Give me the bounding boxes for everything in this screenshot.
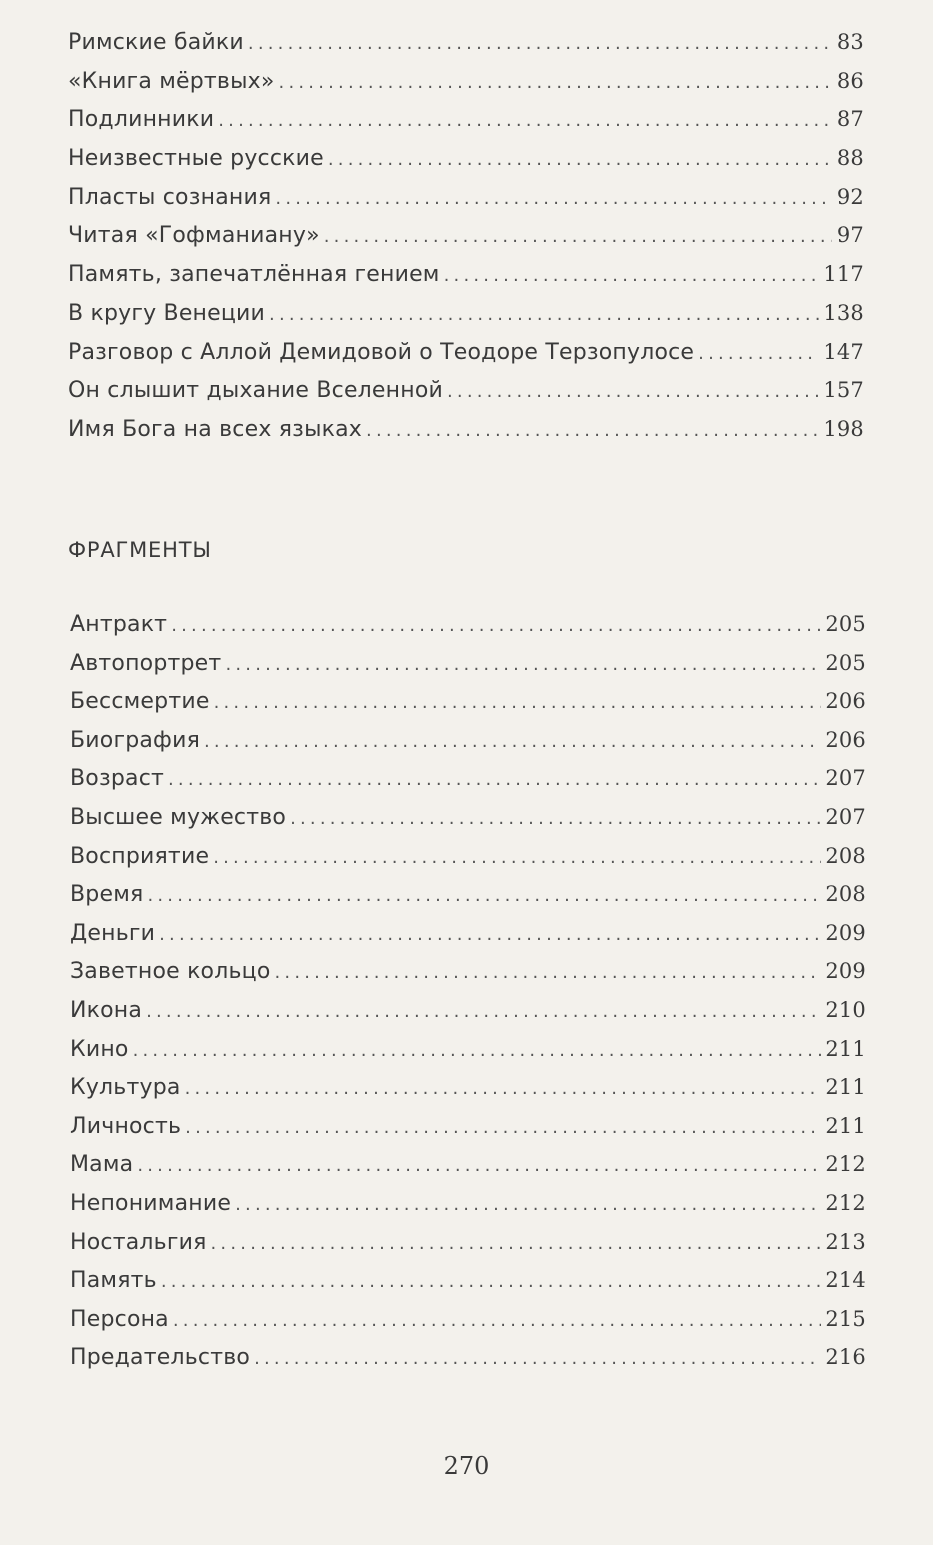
toc-dot-leader bbox=[213, 847, 821, 868]
toc-dot-leader bbox=[168, 769, 821, 790]
toc-dot-leader bbox=[137, 1155, 821, 1176]
toc-entry-page: 211 bbox=[825, 1036, 866, 1061]
toc-entry-title: Читая «Гофманиану» bbox=[68, 223, 320, 249]
toc-entry-page: 138 bbox=[823, 300, 864, 325]
toc-entry bbox=[70, 1307, 866, 1346]
toc-dot-leader bbox=[171, 615, 821, 636]
toc-entry-title: Подлинники bbox=[68, 107, 215, 133]
toc-entry-page: 205 bbox=[825, 612, 866, 636]
toc-entry-page: 209 bbox=[825, 920, 866, 945]
toc-entry-page: 212 bbox=[825, 1152, 866, 1177]
toc-entry-page: 211 bbox=[825, 1075, 866, 1100]
toc-dot-leader bbox=[290, 808, 821, 829]
toc-entry-title: Бессмертие bbox=[70, 689, 210, 715]
toc-entry bbox=[68, 417, 864, 456]
section-heading: ФРАГМЕНТЫ bbox=[68, 538, 212, 562]
toc-entry-title: Икона bbox=[70, 997, 143, 1023]
toc-entry bbox=[70, 1345, 866, 1384]
toc-entry-page: 87 bbox=[836, 107, 864, 132]
toc-entry-page: 83 bbox=[836, 30, 864, 54]
toc-entry-title: Возраст bbox=[70, 766, 165, 792]
toc-entry-page: 97 bbox=[836, 223, 864, 248]
toc-entry bbox=[70, 766, 866, 805]
toc-dot-leader bbox=[214, 692, 822, 713]
toc-entry-page: 215 bbox=[825, 1306, 866, 1331]
toc-entry-page: 206 bbox=[825, 727, 866, 752]
toc-entry-title: Непонимание bbox=[70, 1190, 232, 1216]
toc-dot-leader bbox=[275, 188, 832, 209]
toc-entry-page: 205 bbox=[825, 650, 866, 675]
toc-entry-title: Высшее мужество bbox=[70, 804, 287, 830]
toc-dot-leader bbox=[254, 1348, 821, 1369]
toc-dot-leader bbox=[173, 1310, 821, 1331]
toc-dot-leader bbox=[147, 885, 821, 906]
page-number: 270 bbox=[443, 1452, 490, 1480]
toc-entry-page: 206 bbox=[825, 689, 866, 714]
toc-fragments-list bbox=[70, 612, 866, 1384]
toc-entry-page: 207 bbox=[825, 804, 866, 829]
toc-entry-title: Автопортрет bbox=[70, 650, 222, 676]
toc-entry bbox=[70, 651, 866, 690]
toc-dot-leader bbox=[269, 304, 819, 325]
toc-entry-title: Предательство bbox=[70, 1345, 251, 1371]
toc-dot-leader bbox=[235, 1194, 821, 1215]
toc-entry-title: Антракт bbox=[70, 612, 168, 637]
toc-entry bbox=[70, 805, 866, 844]
toc-entry-title: Память bbox=[70, 1268, 157, 1294]
toc-entry-page: 157 bbox=[823, 378, 864, 403]
toc-entry-title: Кино bbox=[70, 1036, 129, 1062]
toc-dot-leader bbox=[366, 420, 819, 441]
toc-entry bbox=[68, 378, 864, 417]
toc-entry bbox=[68, 107, 864, 146]
toc-dot-leader bbox=[185, 1078, 822, 1099]
toc-entry-title: Деньги bbox=[70, 920, 156, 946]
toc-entry-title: Пласты сознания bbox=[68, 184, 272, 210]
toc-entry-title: Биография bbox=[70, 727, 200, 753]
toc-entry bbox=[70, 1037, 866, 1076]
toc-entry bbox=[68, 185, 864, 224]
toc-entry bbox=[70, 998, 866, 1037]
toc-entry-title: Персона bbox=[70, 1306, 169, 1332]
toc-entry-title: Личность bbox=[70, 1113, 182, 1139]
toc-entry-page: 209 bbox=[825, 959, 866, 984]
toc-entry-title: Римские байки bbox=[68, 30, 244, 55]
toc-entry-title: «Книга мёртвых» bbox=[68, 68, 275, 94]
toc-entry-page: 211 bbox=[825, 1113, 866, 1138]
toc-entry bbox=[70, 921, 866, 960]
toc-entry bbox=[70, 882, 866, 921]
toc-entry-page: 208 bbox=[825, 843, 866, 868]
toc-entry bbox=[68, 262, 864, 301]
toc-entry-title: Культура bbox=[70, 1075, 181, 1101]
toc-main-list bbox=[68, 30, 864, 456]
toc-entry bbox=[70, 728, 866, 767]
toc-entry-page: 214 bbox=[825, 1268, 866, 1293]
toc-dot-leader bbox=[447, 381, 819, 402]
toc-dot-leader bbox=[204, 731, 821, 752]
toc-entry-page: 216 bbox=[825, 1345, 866, 1370]
toc-dot-leader bbox=[211, 1233, 822, 1254]
toc-entry-page: 210 bbox=[825, 997, 866, 1022]
toc-entry bbox=[70, 1075, 866, 1114]
toc-entry bbox=[70, 1268, 866, 1307]
toc-entry bbox=[70, 612, 866, 651]
toc-entry-page: 117 bbox=[823, 262, 864, 287]
toc-dot-leader bbox=[146, 1001, 821, 1022]
toc-dot-leader bbox=[133, 1040, 822, 1061]
toc-entry bbox=[70, 844, 866, 883]
toc-entry-page: 198 bbox=[823, 416, 864, 441]
toc-dot-leader bbox=[218, 110, 832, 131]
toc-dot-leader bbox=[328, 149, 832, 170]
toc-dot-leader bbox=[225, 654, 821, 675]
toc-entry-page: 208 bbox=[825, 882, 866, 907]
toc-entry bbox=[70, 959, 866, 998]
toc-entry bbox=[70, 689, 866, 728]
toc-entry bbox=[70, 1152, 866, 1191]
toc-entry-page: 212 bbox=[825, 1190, 866, 1215]
toc-entry-page: 92 bbox=[836, 184, 864, 209]
toc-dot-leader bbox=[279, 72, 832, 93]
toc-entry-page: 213 bbox=[825, 1229, 866, 1254]
toc-entry bbox=[68, 340, 864, 379]
toc-entry-title: Ностальгия bbox=[70, 1229, 207, 1255]
toc-entry-title: Восприятие bbox=[70, 843, 210, 869]
toc-entry-page: 147 bbox=[823, 339, 864, 364]
toc-entry-title: Мама bbox=[70, 1152, 134, 1178]
toc-dot-leader bbox=[324, 226, 832, 247]
toc-entry-title: Время bbox=[70, 882, 144, 908]
toc-entry bbox=[68, 69, 864, 108]
toc-entry-page: 86 bbox=[836, 68, 864, 93]
toc-entry-title: Разговор с Аллой Демидовой о Теодоре Терзопулосе bbox=[68, 339, 695, 365]
toc-entry bbox=[70, 1191, 866, 1230]
toc-entry-title: Имя Бога на всех языках bbox=[68, 416, 363, 442]
toc-entry-title: Память, запечатлённая гением bbox=[68, 262, 440, 288]
toc-entry-title: Неизвестные русские bbox=[68, 146, 324, 172]
toc-entry bbox=[70, 1230, 866, 1269]
toc-entry bbox=[70, 1114, 866, 1153]
toc-entry-page: 207 bbox=[825, 766, 866, 791]
toc-dot-leader bbox=[248, 33, 832, 54]
toc-entry-title: Он слышит дыхание Вселенной bbox=[68, 378, 443, 404]
toc-dot-leader bbox=[444, 265, 820, 286]
toc-entry bbox=[68, 301, 864, 340]
toc-dot-leader bbox=[159, 924, 821, 945]
toc-entry-page: 88 bbox=[836, 146, 864, 171]
toc-entry bbox=[68, 146, 864, 185]
toc-entry bbox=[68, 30, 864, 69]
toc-entry-title: Заветное кольцо bbox=[70, 959, 271, 985]
toc-entry-title: В кругу Венеции bbox=[68, 300, 266, 326]
toc-entry bbox=[68, 223, 864, 262]
toc-dot-leader bbox=[161, 1271, 821, 1292]
toc-dot-leader bbox=[185, 1117, 821, 1138]
toc-dot-leader bbox=[274, 962, 821, 983]
toc-dot-leader bbox=[698, 343, 819, 364]
